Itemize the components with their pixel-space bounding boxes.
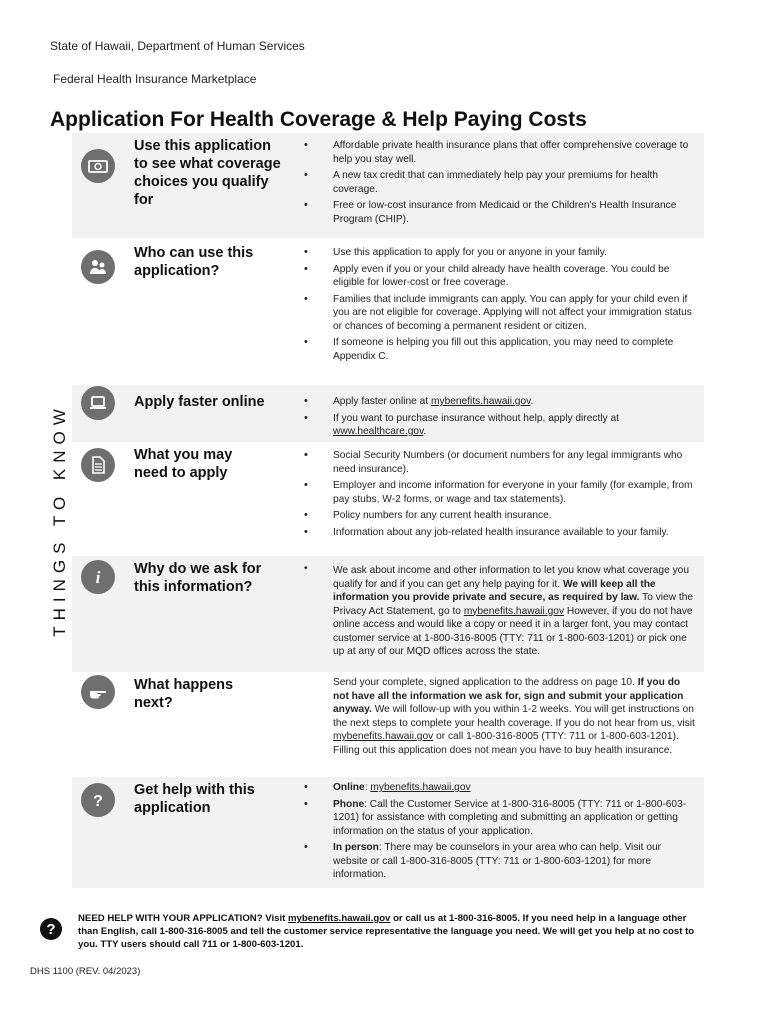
next-paragraph: Send your complete, signed application to the address on page 10. If you do not have all the information we ask for, sign and submit your application anyway. We will follow-up with you within 1-2 weeks. You will get instructions on the next steps to complete your health coverage. If you do not hear from us, visit mybenefits.hawaii.gov or call 1-800-316-8005 (TTY: 711 or 1-800-603-1201). Filling out this application does not mean you have to buy health insurance. — [333, 677, 695, 756]
list-item: • Use this application to apply for you or anyone in your family. — [304, 246, 696, 260]
list-item: • In person: There may be counselors in your area who can help. Visit our website or call 1-800-316-8005 (TTY: 711 or 1-800-603-1201) for more information. — [304, 841, 696, 882]
section-heading: Get help with this application — [134, 782, 255, 816]
info-icon — [81, 560, 115, 594]
list-item: • Information about any job-related health insurance available to your family. — [304, 526, 696, 540]
help-question-icon: ? — [40, 918, 62, 940]
bullet-list — [304, 395, 696, 442]
footer-help-note: NEED HELP WITH YOUR APPLICATION? Visit mybenefits.hawaii.gov or call us at 1-800-316-8005. If you need help in a language other than English, call 1-800-316-8005 and tell the customer service representative the language you need. We will get you help at no cost to you. TTY users should call 711 or 1-800-603-1201. — [78, 913, 695, 950]
section-why — [72, 556, 704, 672]
mybenefits-link[interactable]: mybenefits.hawaii.gov — [370, 782, 471, 793]
list-item: • If someone is helping you fill out this application, you may need to complete Appendix C. — [304, 336, 696, 363]
marketplace-name: Federal Health Insurance Marketplace — [53, 72, 257, 86]
list-item: • If you want to purchase insurance without help, apply directly at www.healthcare.gov. — [304, 412, 696, 439]
form-number: DHS 1100 (REV. 04/2023) — [30, 966, 141, 977]
section-help — [72, 777, 704, 888]
document-icon — [81, 448, 115, 482]
section-heading: Why do we ask for this information? — [134, 561, 262, 595]
list-item: • Policy numbers for any current health insurance. — [304, 509, 696, 523]
svg-text:?: ? — [93, 793, 103, 810]
agency-name: State of Hawaii, Department of Human Services — [50, 39, 305, 53]
mybenefits-link[interactable]: mybenefits.hawaii.gov — [430, 396, 531, 407]
bullet-list — [304, 781, 696, 885]
section-next — [72, 672, 704, 777]
section-need — [72, 442, 704, 552]
list-item: • Apply faster online at mybenefits.hawaii.gov. — [304, 395, 696, 409]
list-item: • Free or low-cost insurance from Medicaid or the Children's Health Insurance Program (CHIP). — [304, 199, 696, 226]
bullet-mark: • — [304, 563, 308, 574]
list-item: • Online: mybenefits.hawaii.gov — [304, 781, 696, 795]
section-online — [72, 385, 704, 442]
section-heading: What happens next? — [134, 677, 234, 711]
section-heading: Who can use this application? — [134, 245, 254, 279]
section-heading: What you may need to apply — [134, 447, 233, 481]
list-item: • Social Security Numbers (or document numbers for any legal immigrants who need insurance). — [304, 449, 696, 476]
bullet-list — [304, 139, 696, 229]
list-item: • Affordable private health insurance plans that offer comprehensive coverage to help you stay well. — [304, 139, 696, 166]
list-item: • Phone: Call the Customer Service at 1-800-316-8005 (TTY: 711 or 1-800-603-1201) for assistance with completing and submitting an application or getting information on the status of your application. — [304, 798, 696, 839]
section-heading: Use this application to see what coverage choices you qualify for — [134, 138, 281, 208]
people-icon — [81, 250, 115, 284]
why-paragraph: We ask about income and other information to let you know what coverage you qualify for and if you can get any help paying for it. We will keep all the information you provide private and secure, as required by law. To view the Privacy Act Statement, go to mybenefits.hawaii.gov However, if you do not have online access and would like a copy or need it in a larger font, you may contact customer service at 1-800-316-8005 (TTY: 711 or 1-800-603-1201) or pick one up at any of our MQD offices across the state. — [333, 565, 694, 657]
bullet-list — [304, 246, 696, 366]
section-who — [72, 240, 704, 385]
bullet-list — [304, 449, 696, 542]
laptop-icon — [81, 386, 115, 420]
mybenefits-link[interactable]: mybenefits.hawaii.gov — [288, 913, 391, 924]
section-heading: Apply faster online — [134, 394, 265, 410]
pointing-hand-icon — [81, 675, 115, 709]
list-item: • Families that include immigrants can apply. You can apply for your child even if you are not eligible for coverage. Applying will not affect your immigration status or chances of becoming a permanent resident or citizen. — [304, 293, 696, 334]
svg-text:i: i — [95, 568, 101, 587]
side-label-text: THINGS TO KNOW — [50, 403, 69, 637]
healthcare-gov-link[interactable]: www.healthcare.gov — [333, 426, 424, 437]
page-title: Application For Health Coverage & Help Paying Costs — [50, 108, 587, 131]
section-use — [72, 133, 704, 238]
money-icon — [81, 149, 115, 183]
mybenefits-link[interactable]: mybenefits.hawaii.gov — [333, 731, 434, 742]
list-item: • A new tax credit that can immediately help pay your premiums for health coverage. — [304, 169, 696, 196]
list-item: • Employer and income information for everyone in your family (for example, from pay stubs, W-2 forms, or wage and tax statements). — [304, 479, 696, 506]
mybenefits-link[interactable]: mybenefits.hawaii.gov — [463, 605, 565, 617]
list-item: • Apply even if you or your child already have health coverage. You could be eligible for lower-cost or free coverage. — [304, 263, 696, 290]
question-icon — [81, 783, 115, 817]
